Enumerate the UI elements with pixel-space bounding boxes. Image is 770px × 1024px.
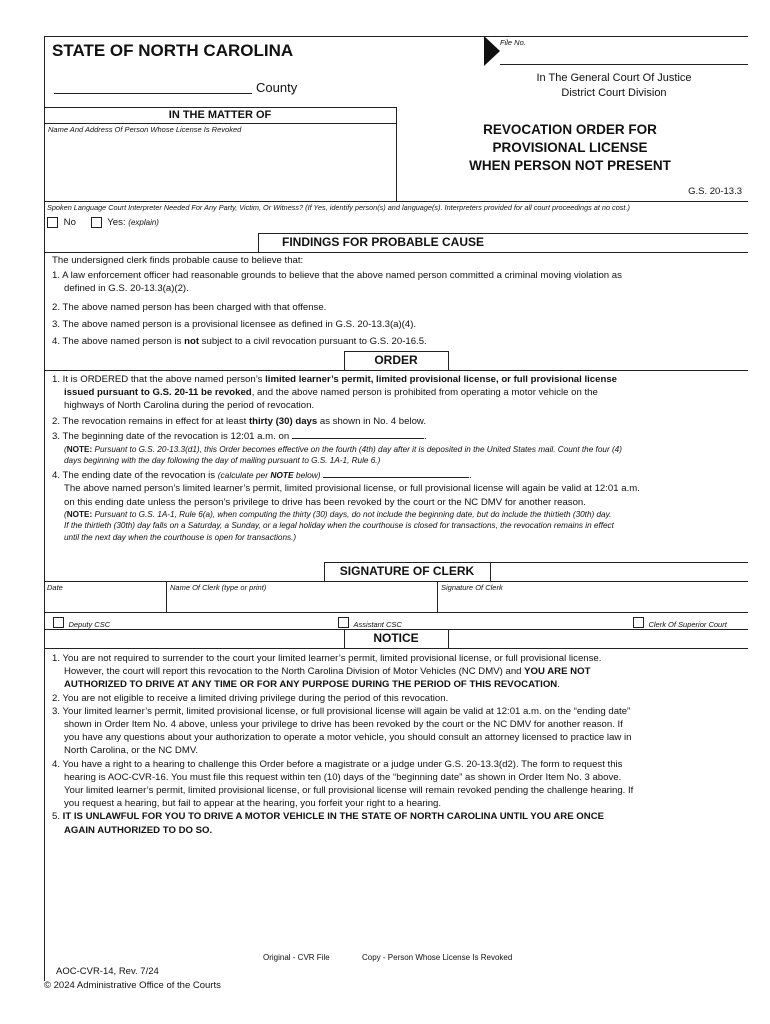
- notice-item-1-line3: [52, 678, 746, 691]
- order-item-2: [52, 415, 744, 430]
- findings-body: [52, 254, 742, 348]
- signature-top-line: [324, 562, 748, 563]
- beginning-date-blank[interactable]: [292, 430, 424, 439]
- notice-item-5-c: AGAIN AUTHORIZED TO DO SO.: [64, 824, 213, 836]
- order-item-1-c: issued pursuant to G.S. 20-11 be revoked: [64, 387, 252, 399]
- file-no-arrow-icon: [484, 36, 500, 66]
- order-item-2-b: thirty (30) days: [248, 416, 318, 428]
- order-item-2-c: as shown in No. 4 below.: [317, 416, 426, 428]
- name-signature-divider: [437, 581, 438, 612]
- signature-heading: SIGNATURE OF CLERK: [339, 564, 475, 578]
- top-border-left: [44, 36, 484, 37]
- top-border-right: [484, 36, 748, 37]
- order-item-1-line2: [52, 386, 744, 399]
- notice-item-4: 4. You have a right to a hearing to challenge this Order before a magistrate or a judge under G.S. 20-13.3(d2). The form to request this: [52, 758, 623, 770]
- order-item-2-a: 2. The revocation remains in effect for at least: [52, 416, 249, 428]
- form-title-line2: PROVISIONAL LICENSE: [492, 140, 648, 155]
- notice-item-3-line4: North Carolina, or the NC DMV.: [64, 745, 199, 757]
- findings-item-4-part2: subject to a civil revocation pursuant to G.S. 20-16.5.: [199, 336, 427, 348]
- findings-item-4-not: not: [184, 336, 200, 348]
- signature-fields-bottom: [44, 612, 748, 613]
- order-item-4-note-2: If the thirtieth (30th) day falls on a Saturday, a Sunday, or a legal holiday when the courthouse is closed for transactions, the revocation remains in effect: [64, 521, 614, 531]
- deputy-csc-checkbox[interactable]: [53, 617, 64, 628]
- notice-item-4-line4: you request a hearing, but fail to appear at the hearing, you forfeit your right to a hearing.: [64, 798, 442, 810]
- distribution-copy: Copy - Person Whose License Is Revoked: [362, 953, 513, 962]
- matter-heading: IN THE MATTER OF: [168, 109, 272, 121]
- form-title-line1: REVOCATION ORDER FOR: [483, 122, 657, 137]
- clerk-name-label: Name Of Clerk (type or print): [170, 583, 267, 592]
- notice-item-5-num: 5.: [52, 811, 63, 823]
- ending-date-blank[interactable]: [323, 469, 469, 478]
- signature-heading-right: [490, 562, 491, 581]
- order-item-4-text-2: on this ending date unless the person’s privilege to drive has been revoked by the court or the NC DMV for another reason.: [64, 496, 586, 508]
- date-label: Date: [47, 583, 63, 592]
- yes-label: Yes:: [107, 217, 126, 229]
- order-item-4-b: (calculate per: [217, 470, 271, 481]
- findings-item-1b: defined in G.S. 20-13.3(a)(2).: [64, 283, 189, 295]
- order-item-4-text-1: The above named person’s limited learner’s permit, limited provisional license, or full provisional license will again be valid at 12:01 a.m.: [64, 483, 640, 495]
- county-label: County: [256, 80, 298, 95]
- county-blank[interactable]: [54, 93, 252, 94]
- findings-item-1: 1. A law enforcement officer had reasonable grounds to believe that the above named person committed a criminal moving violation as: [52, 270, 622, 281]
- file-no-label: File No.: [500, 38, 526, 47]
- order-item-1: [52, 373, 744, 386]
- order-item-1-a: 1. It is ORDERED that the above named person’s: [52, 374, 266, 385]
- form-title-line3: WHEN PERSON NOT PRESENT: [469, 158, 671, 173]
- order-item-4-d: below): [293, 470, 321, 481]
- notice-heading-right: [448, 629, 449, 648]
- clerk-superior-court-checkbox[interactable]: [633, 617, 644, 628]
- state-title: STATE OF NORTH CAROLINA: [52, 41, 294, 60]
- order-item-1-line3: highways of North Carolina during the period of revocation.: [64, 400, 315, 412]
- order-heading-right: [448, 351, 449, 370]
- notice-heading: NOTICE: [373, 631, 419, 645]
- notice-body: [52, 652, 746, 837]
- order-item-3-note-2: days beginning with the day following the day of mailing pursuant to G.S. 1A-1, Rule 6.): [64, 456, 381, 466]
- notice-item-1: 1. You are not required to surrender to the court your limited learner’s permit, limited provisional license, or full provisional license.: [52, 653, 602, 664]
- no-checkbox[interactable]: [47, 217, 58, 228]
- order-item-4-note: (NOTE: Pursuant to G.S. 1A-1, Rule 6(a), when computing the thirty (30) days, do not include the beginning date, but do include the thirtieth (30th) day.: [64, 509, 612, 519]
- findings-bottom-line: [44, 252, 748, 253]
- matter-bottom-line: [44, 123, 396, 124]
- notice-item-1-e: .: [557, 679, 560, 691]
- notice-item-4-line2: hearing is AOC-CVR-16. You must file this request within ten (10) days of the “beginning date” as shown in Order Item No. 3 above.: [64, 771, 622, 783]
- copyright: © 2024 Administrative Office of the Courts: [44, 980, 221, 991]
- order-top-line: [344, 351, 448, 352]
- notice-item-5-line2: [52, 824, 746, 837]
- court-line-2: District Court Division: [561, 87, 667, 99]
- order-item-3-note-text: Pursuant to G.S. 20-13.3(d1), this Order becomes effective on the fourth (4th) day after it is deposited in the United States mail. Count the four (4): [92, 444, 622, 454]
- findings-top-line: [258, 233, 748, 234]
- court-line-1: In The General Court Of Justice: [536, 72, 692, 84]
- order-item-4-note-label: NOTE:: [66, 509, 93, 519]
- notice-item-3-line2: shown in Order Item No. 4 above, unless your privilege to drive has been revoked by the court or the NC DMV for another reason. If: [64, 719, 623, 731]
- notice-item-1-c: YOU ARE NOT: [524, 666, 591, 678]
- form-number: AOC-CVR-14, Rev. 7/24: [56, 966, 159, 977]
- notice-bottom-line: [44, 648, 748, 649]
- order-item-4-note-3: until the next day when the courthouse is open for transactions.): [64, 532, 297, 542]
- notice-item-3-line3: you have any questions about your authorization to operate a motor vehicle, you should consult an attorney licensed to practice law in: [64, 732, 632, 744]
- date-name-divider: [166, 581, 167, 612]
- notice-item-1-b: However, the court will report this revocation to the North Carolina Division of Motor Vehicles (NC DMV) and: [64, 666, 525, 678]
- name-address-label: Name And Address Of Person Whose License Is Revoked: [48, 125, 242, 134]
- order-item-4-note-text: Pursuant to G.S. 1A-1, Rule 6(a), when computing the thirty (30) days, do not include the beginning date, but do include the thirtieth (30th) day.: [92, 509, 612, 519]
- left-border: [44, 36, 45, 981]
- findings-item-3: 3. The above named person is a provisional licensee as defined in G.S. 20-13.3(a)(4).: [52, 319, 417, 331]
- interpreter-question: Spoken Language Court Interpreter Needed For Any Party, Victim, Or Witness? (If Yes, identify person(s) and language(s). Interpreters provided for all court proceedings at no cost.): [47, 203, 630, 212]
- order-body: [52, 373, 744, 543]
- findings-item-4: [52, 335, 742, 348]
- order-item-1-b: limited learner’s permit, limited provisional license, or full provisional license: [265, 374, 618, 385]
- order-item-4-a: 4. The ending date of the revocation is: [52, 470, 218, 482]
- notice-item-1-line2: [52, 665, 746, 678]
- file-no-line: [500, 64, 748, 65]
- deputy-csc-label: Deputy CSC: [68, 620, 111, 629]
- notice-item-4-line3: Your limited learner’s permit, limited provisional license, or full provisional license will remain revoked pending the challenge hearing. If: [64, 785, 634, 797]
- statute-reference: G.S. 20-13.3: [688, 186, 742, 197]
- clerk-signature-label: Signature Of Clerk: [441, 583, 503, 592]
- notice-top-line: [44, 629, 748, 630]
- no-label: No: [63, 217, 76, 229]
- order-item-1-d: , and the above named person is prohibited from operating a motor vehicle on the: [251, 387, 598, 399]
- findings-item-4-part1: 4. The above named person is: [52, 336, 185, 348]
- notice-item-3: 3. Your limited learner’s permit, limited provisional license, or full provisional license will again be valid at 12:01 a.m. on the “ending date”: [52, 705, 631, 717]
- order-item-4-note-ref: NOTE: [270, 470, 294, 481]
- yes-explain-note: (explain): [128, 218, 159, 228]
- order-bottom-line: [44, 370, 748, 371]
- order-heading: ORDER: [374, 353, 418, 367]
- interpreter-top-line: [44, 201, 748, 202]
- notice-item-5: [52, 810, 746, 823]
- findings-item-2: 2. The above named person has been charged with that offense.: [52, 302, 327, 314]
- distribution-original: Original - CVR File: [263, 953, 330, 962]
- yes-checkbox[interactable]: [91, 217, 102, 228]
- findings-heading: FINDINGS FOR PROBABLE CAUSE: [281, 235, 484, 249]
- order-item-3-note-label: NOTE:: [66, 444, 93, 454]
- order-item-4: 4. The ending date of the revocation is (calculate per NOTE below) .: [52, 470, 472, 482]
- order-item-3-text: 3. The beginning date of the revocation is 12:01 a.m. on: [52, 431, 290, 443]
- assistant-csc-checkbox[interactable]: [338, 617, 349, 628]
- interpreter-options: [47, 217, 159, 228]
- findings-intro: The undersigned clerk finds probable cause to believe that:: [52, 255, 304, 266]
- order-item-3: 3. The beginning date of the revocation is 12:01 a.m. on .: [52, 431, 427, 443]
- matter-top-line: [44, 107, 396, 108]
- notice-item-2: 2. You are not eligible to receive a limited driving privilege during the period of this revocation.: [52, 692, 449, 704]
- order-item-3-note: (NOTE: Pursuant to G.S. 20-13.3(d1), this Order becomes effective on the fourth (4th) day after it is deposited in the United States mail. Count the four (4): [64, 444, 622, 454]
- notice-item-5-b: IT IS UNLAWFUL FOR YOU TO DRIVE A MOTOR VEHICLE IN THE STATE OF NORTH CAROLINA UNTIL YOU ARE ONCE: [62, 811, 605, 823]
- clerk-superior-court-label: Clerk Of Superior Court: [648, 620, 727, 629]
- assistant-csc-label: Assistant CSC: [353, 620, 402, 629]
- signature-bottom-line: [44, 581, 748, 582]
- matter-right-line: [396, 107, 397, 202]
- notice-item-1-d: AUTHORIZED TO DRIVE AT ANY TIME OR FOR ANY PURPOSE DURING THE PERIOD OF THIS REVOCATION: [64, 679, 558, 691]
